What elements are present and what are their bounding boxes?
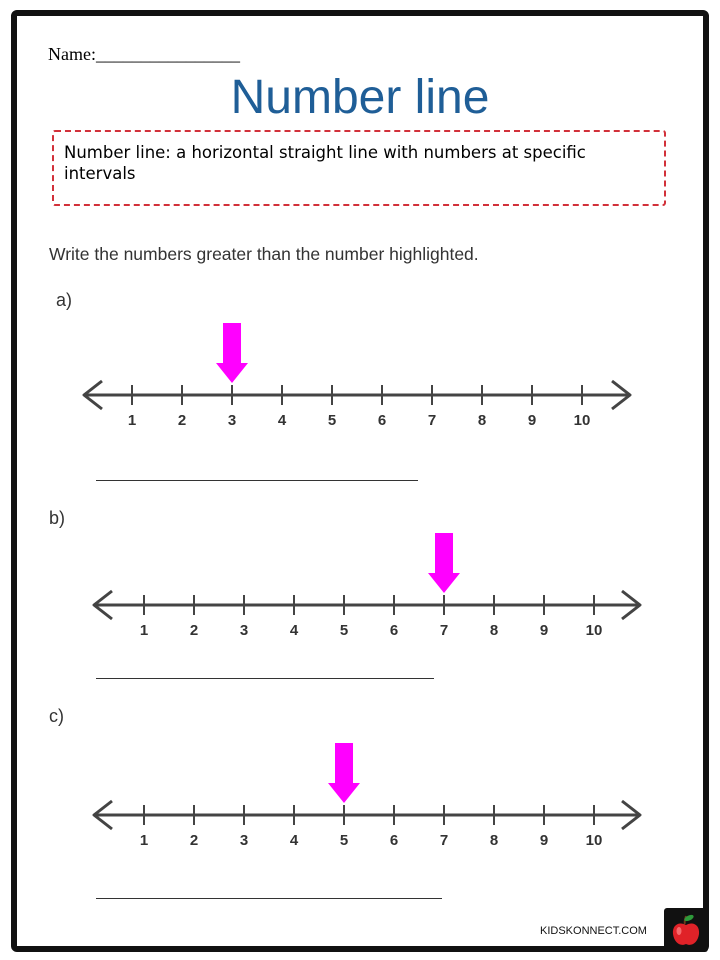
- page-title: Number line: [230, 71, 490, 124]
- tick-label: 1: [139, 832, 149, 849]
- highlight-arrow-icon: [428, 533, 460, 593]
- tick-label: 4: [277, 412, 287, 429]
- tick-label: 3: [239, 832, 249, 849]
- highlight-arrow-icon: [328, 743, 360, 803]
- tick-label: 7: [439, 832, 449, 849]
- number-line-c: [0, 735, 720, 885]
- tick-label: 9: [527, 412, 537, 429]
- tick-label: 6: [377, 412, 387, 429]
- tick-label: 8: [477, 412, 487, 429]
- exercise-b-label: b): [49, 508, 66, 528]
- tick-label: 2: [177, 412, 187, 429]
- tick-label: 3: [227, 412, 237, 429]
- tick-label: 2: [189, 832, 199, 849]
- tick-label: 4: [289, 622, 299, 639]
- number-line-b: [0, 520, 720, 670]
- tick-label: 5: [339, 832, 349, 849]
- tick-label: 7: [427, 412, 437, 429]
- exercise-a-label: a): [56, 290, 73, 310]
- tick-label: 6: [389, 832, 399, 849]
- name-field-label: Name:________________: [48, 44, 240, 64]
- apple-icon: [664, 908, 708, 952]
- definition-box: [52, 130, 666, 206]
- instruction-text: Write the numbers greater than the number highlighted.: [49, 244, 479, 264]
- tick-label: 2: [189, 622, 199, 639]
- tick-label: 10: [585, 832, 603, 849]
- footer-brand: KIDSKONNECT.COM: [540, 925, 647, 937]
- exercise-c-label: c): [49, 706, 64, 726]
- tick-label: 9: [539, 832, 549, 849]
- tick-label: 4: [289, 832, 299, 849]
- tick-label: 10: [585, 622, 603, 639]
- definition-text: Number line: a horizontal straight line with numbers at specific intervals: [64, 143, 586, 183]
- logo: [664, 908, 708, 952]
- tick-label: 3: [239, 622, 249, 639]
- tick-label: 8: [489, 622, 499, 639]
- tick-label: 5: [339, 622, 349, 639]
- tick-label: 9: [539, 622, 549, 639]
- tick-label: 10: [573, 412, 591, 429]
- number-line-a: [0, 315, 720, 465]
- tick-label: 1: [127, 412, 137, 429]
- tick-label: 8: [489, 832, 499, 849]
- answer-line-b[interactable]: [96, 678, 434, 679]
- tick-label: 5: [327, 412, 337, 429]
- tick-label: 1: [139, 622, 149, 639]
- tick-label: 7: [439, 622, 449, 639]
- tick-label: 6: [389, 622, 399, 639]
- answer-line-a[interactable]: [96, 480, 418, 481]
- answer-line-c[interactable]: [96, 898, 442, 899]
- highlight-arrow-icon: [216, 323, 248, 383]
